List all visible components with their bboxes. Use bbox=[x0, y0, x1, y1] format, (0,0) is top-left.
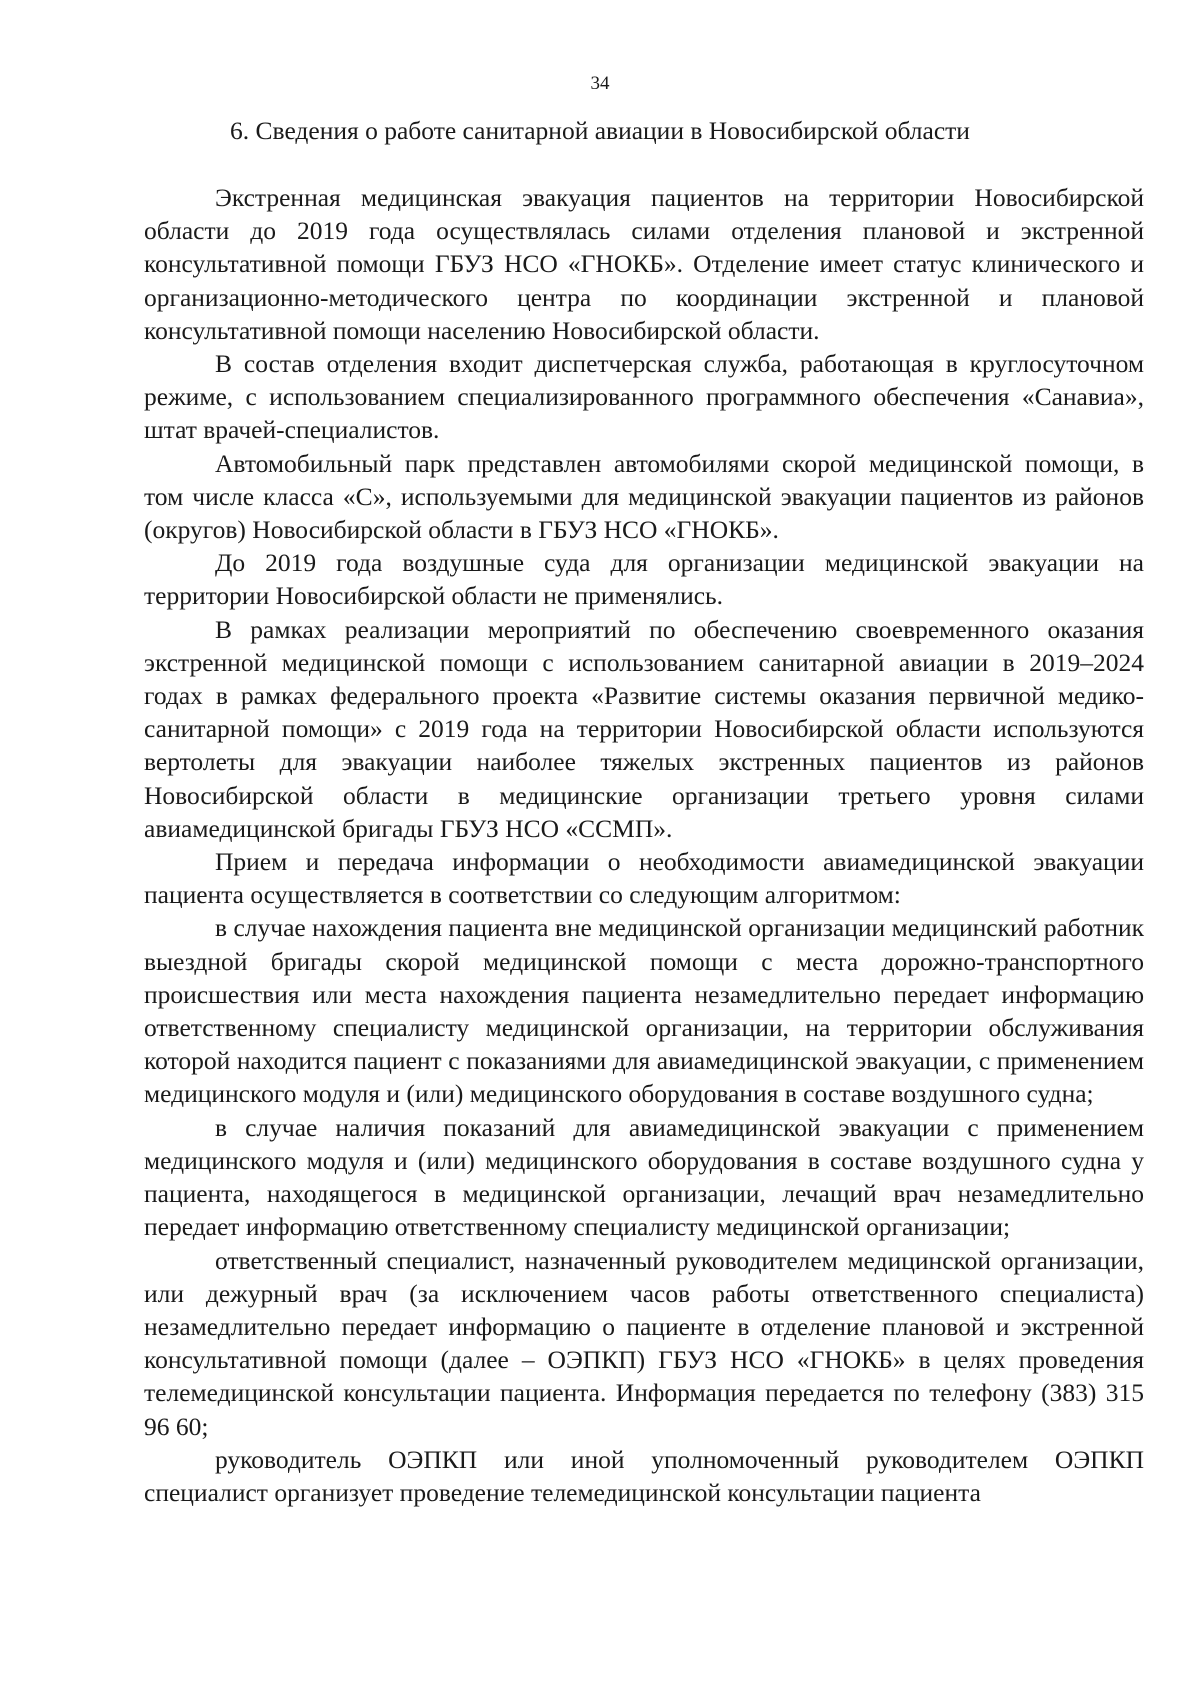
paragraph: Экстренная медицинская эвакуация пациентов на территории Новосибирской области до 2019 года осуществлялась силами отделения плановой и экстренной консультативной помощи ГБУЗ НСО «ГНОКБ». Отделение имеет статус клинического и организационно-методического центра по координации экстренной и плановой консультативной помощи населению Новосибирской области. bbox=[144, 183, 1144, 345]
paragraph: До 2019 года воздушные суда для организации медицинской эвакуации на территории Новосибирской области не применялись. bbox=[144, 548, 1144, 611]
paragraph: в случае нахождения пациента вне медицинской организации медицинский работник выездной бригады скорой медицинской помощи с места дорожно-транспортного происшествия или места нахождения пациента незамедлительно передает информацию ответственному специалисту медицинской организации, на территории обслуживания которой находится пациент с показаниями для авиамедицинской эвакуации, с применением медицинского модуля и (или) медицинского оборудования в составе воздушного судна; bbox=[144, 913, 1144, 1109]
paragraph: ответственный специалист, назначенный руководителем медицинской организации, или дежурный врач (за исключением часов работы ответственного специалиста) незамедлительно передает информацию о пациенте в отделение плановой и экстренной консультативной помощи (далее – ОЭПКП) ГБУЗ НСО «ГНОКБ» в целях проведения телемедицинской консультации пациента. Информация передается по телефону (383) 315 96 60; bbox=[144, 1245, 1144, 1441]
page-number: 34 bbox=[590, 73, 610, 94]
body-text bbox=[144, 181, 1144, 1509]
paragraph: в случае наличия показаний для авиамедицинской эвакуации с применением медицинского модуля и (или) медицинского оборудования в составе воздушного судна у пациента, находящегося в медицинской организации, лечащий врач незамедлительно передает информацию ответственному специалисту медицинской организации; bbox=[144, 1112, 1144, 1242]
section-heading: 6. Сведения о работе санитарной авиации в Новосибирской области bbox=[230, 116, 970, 145]
paragraph: Автомобильный парк представлен автомобилями скорой медицинской помощи, в том числе класса «С», используемыми для медицинской эвакуации пациентов из районов (округов) Новосибирской области в ГБУЗ НСО «ГНОКБ». bbox=[144, 448, 1144, 545]
paragraph: Прием и передача информации о необходимости авиамедицинской эвакуации пациента осуществляется в соответствии со следующим алгоритмом: bbox=[144, 847, 1144, 910]
paragraph: В состав отделения входит диспетчерская служба, работающая в круглосуточном режиме, с использованием специализированного программного обеспечения «Санавиа», штат врачей-специалистов. bbox=[144, 349, 1144, 445]
paragraph: В рамках реализации мероприятий по обеспечению своевременного оказания экстренной медицинской помощи с использованием санитарной авиации в 2019–2024 годах в рамках федерального проекта «Развитие системы оказания первичной медико-санитарной помощи» с 2019 года на территории Новосибирской области используются вертолеты для эвакуации наиболее тяжелых экстренных пациентов из районов Новосибирской области в медицинские организации третьего уровня силами авиамедицинской бригады ГБУЗ НСО «ССМП». bbox=[144, 614, 1144, 843]
paragraph: руководитель ОЭПКП или иной уполномоченный руководителем ОЭПКП специалист организует проведение телемедицинской консультации пациента bbox=[144, 1444, 1144, 1507]
